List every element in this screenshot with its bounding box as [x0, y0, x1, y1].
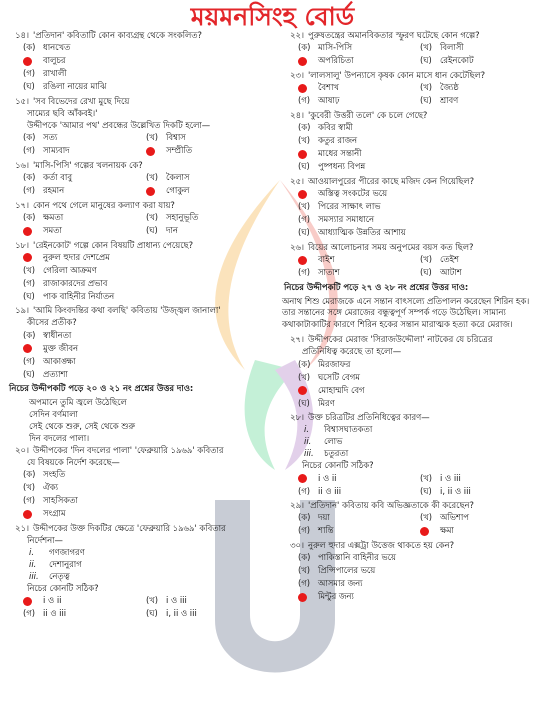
- option-a: বাইশ: [298, 254, 420, 267]
- question-25: ২৫। আওয়ালপুরের পীরের কাছে মজিদ কেন গিয়েছিল? অস্তিত্ব সংকটের ভয়ে (খ) পিরের সাক্ষাৎ লাভ (গ) সমস্যার সমাধানে (ঘ) আধ্যাত্মিক উন্নতির আশায়: [278, 176, 542, 240]
- option-b: (খ) বিশ্বাস: [146, 132, 186, 143]
- question-15: ১৫। 'সব বিভেদের রেখা মুছে দিয়ে সাম্যের ছবি আঁকবই।' উদ্দীপকে 'আমার পথ' প্রবন্ধের উল্লেখিত দিকটি হলো— (ক) সত্য (খ) বিশ্বাস (গ) সাম্যবাদ সম্প্রীতি: [3, 96, 269, 158]
- option-b: (খ) সহানুভূতি: [146, 212, 199, 223]
- answer-mark-icon: [298, 57, 307, 66]
- answer-mark-icon: [298, 84, 307, 93]
- question-16: ১৬। 'মাসি-পিসি' গল্পের খলনায়ক কে? (ক) কর্তা বাবু (খ) কৈলাস (গ) রহমান গোকুল: [3, 160, 269, 198]
- right-column: [278, 30, 542, 606]
- option-b: (খ) বিলাসী: [420, 42, 464, 53]
- option-c: (গ) ii ও iii: [23, 608, 67, 619]
- option-a: (ক) মিরজাফর: [298, 358, 351, 369]
- option-a: (ক) মাসি-পিসি: [298, 42, 353, 53]
- option-b: (খ) কৈলাস: [146, 172, 190, 183]
- option-a: (ক) পাকিস্তানি বাহিনীর ভয়ে: [298, 552, 396, 563]
- option-d: (ঘ) আধ্যাত্মিক উন্নতির আশায়: [298, 227, 406, 238]
- question-28: ২৮। উক্ত চরিত্রটির প্রতিনিধিত্বের কারণ— i. বিশ্বাসঘাতকতা ii. লোভ iii. চতুরতা নিচের কোনটি সঠিক? i ও ii (খ) i ও iii (গ) ii ও iii (ঘ) i, ii ও iii: [278, 412, 542, 498]
- statement-i: i. গণজাগরণ: [29, 546, 85, 557]
- answer-mark-icon: [23, 227, 32, 236]
- option-b: (খ) i ও iii: [420, 472, 461, 483]
- answer-mark-icon: [298, 150, 307, 159]
- option-c: (গ) সাতাশ: [298, 267, 340, 278]
- answer-mark-icon: [298, 256, 307, 265]
- option-b: (খ) ঐক্য: [23, 482, 59, 493]
- answer-mark-icon: [23, 510, 32, 519]
- option-d: (ঘ) আটাশ: [420, 267, 462, 278]
- question-24: ২৪। 'কুবেরী উত্তরী তলে' কে চলে গেছে? (ক) কবির স্বামী (খ) কতুর রাজন মাধের সন্তানী (ঘ) পুষ্পধন্য বিপন্ন: [278, 110, 542, 174]
- option-a: বৈশাখ: [298, 82, 420, 95]
- question-14: [3, 30, 269, 94]
- option-a: (ক) কর্তা বাবু: [23, 172, 72, 183]
- option-d: (ঘ) মিরণ: [298, 397, 335, 408]
- answer-mark-icon: [298, 593, 307, 602]
- option-d: মিন্টুর জন্য: [298, 591, 542, 604]
- option-d: সম্প্রীতি: [146, 145, 269, 158]
- option-d: (ঘ) পুষ্পধন্য বিপন্ন: [298, 161, 366, 172]
- option-c: (গ) ii ও iii: [298, 485, 342, 496]
- statement-i: i. বিশ্বাসঘাতকতা: [304, 424, 373, 435]
- option-d: (ঘ) পাক বাহিনীর নির্যাতন: [23, 290, 115, 301]
- question-text: উদ্দীপকে 'আমার পথ' প্রবন্ধের উল্লেখিত দিকটি হলো—: [27, 119, 211, 130]
- question-29: ২৯। 'প্রতিদান' কবিতায় কবি অভিজ্ঞতাকে কী করেছেন? (ক) দয়া (খ) অভিশাপ (গ) শান্তি ক্ষমা: [278, 500, 542, 538]
- option-d: (ঘ) রঙিলা নায়ের মাঝি: [23, 81, 107, 92]
- option-b: (খ) প্রিন্সিপালের ভয়ে: [298, 565, 376, 576]
- stimulus-20-21: নিচের উদ্দীপকটি পড়ে ২০ ও ২১ নং প্রশ্নের উত্তর দাও: অপমানে তুমি জ্বলে উঠেছিলে সেদিন বর্ণমালা সেই থেকে শুরু, সেই থেকে শুরু দিন বদলের পালা।: [9, 383, 194, 443]
- option-d: (ঘ) i, ii ও iii: [420, 485, 471, 496]
- option-a: (ক) কবির স্বামী: [298, 122, 353, 133]
- option-c: (গ) সাম্যবাদ: [23, 145, 70, 156]
- question-17: ১৭। কোন পথে গেলে মানুষের কল্যাণ করা যায়? (ক) ক্ষমতা (খ) সহানুভূতি সমতা (ঘ) দান: [3, 200, 269, 238]
- option-b: (খ) কতুর রাজন: [298, 135, 357, 146]
- option-c: (গ) রাজাকারদের প্রভাব: [23, 277, 108, 288]
- answer-mark-icon: [23, 344, 32, 353]
- option-b: (খ) অভিশাপ: [420, 512, 469, 523]
- question-26: ২৬। বিয়ের আলোচনার সময় অনুপমের বয়স কত ছিল? বাইশ (খ) তেইশ (গ) সাতাশ (ঘ) আটাশ: [278, 242, 542, 280]
- option-c: (গ) আষাঢ়: [298, 95, 340, 106]
- option-c: (গ) শান্তি: [298, 525, 334, 536]
- answer-mark-icon: [298, 190, 307, 199]
- option-c: (গ) সাহসিকতা: [23, 495, 78, 506]
- option-a: (ক) দয়া: [298, 512, 330, 523]
- option-a: (ক) সংহতি: [23, 469, 66, 480]
- option-c: (গ) আকাঙ্ক্ষা: [23, 355, 76, 366]
- option-d: (ঘ) প্রত্যাশা: [23, 368, 68, 379]
- stimulus-27-28: নিচের উদ্দীপকটি পড়ে ২৭ ও ২৮ নং প্রশ্নের উত্তর দাও: অনাথ শিশু মেরাজকে এনে সন্তান বাৎসল্যে প্রতিপালন করেছেন শিরিন হক। তার সন্তানের সঙ্গে মেরাজের বন্ধুত্বপূর্ণ সম্পর্ক গড়ে উঠেছিল। সামান্য কথাকাটাকাটির কারণে শিরিন হকের সন্তান মারাত্মক হত্যা করে মেরাজ।: [282, 281, 530, 330]
- option-d: (ঘ) i, ii ও iii: [146, 608, 197, 619]
- option-c: (গ) আসমার জন্য: [298, 578, 363, 589]
- option-c: (গ) রহমান: [23, 185, 65, 196]
- question-30: ৩০। নুরুল হুদার এক্সট্রা উত্তেজ থাকতে হয় কেন? (ক) পাকিস্তানি বাহিনীর ভয়ে (খ) প্রিন্সিপালের ভয়ে (গ) আসমার জন্য মিন্টুর জন্য: [278, 540, 542, 604]
- option-a: অস্তিত্ব সংকটের ভয়ে: [298, 188, 542, 201]
- statement-iii: iii. নেতৃত্ব: [29, 570, 70, 581]
- answer-mark-icon: [23, 597, 32, 606]
- option-b: (খ) জ্যৈষ্ঠ: [420, 82, 459, 93]
- answer-mark-icon: [146, 187, 155, 196]
- option-c: সমতা: [23, 225, 146, 238]
- option-a: (ক) ধানখেত: [23, 42, 71, 53]
- question-text: সাম্যের ছবি আঁকবই।': [27, 107, 98, 118]
- option-d: সংগ্রাম: [23, 508, 269, 521]
- statement-ii: ii. দেশানুরাগ: [29, 558, 82, 569]
- left-column: [3, 30, 269, 623]
- answer-mark-icon: [298, 474, 307, 483]
- question-22: ২২। পুরুষতন্ত্রের অমানবিকতার স্ফুরণ ঘটেছে কোন গল্পে? (ক) মাসি-পিসি (খ) বিলাসী অপরিচিতা (ঘ) রেইনকোট: [278, 30, 542, 68]
- question-20: ২০। উদ্দীপকের 'দিন বদলের পালা' 'ফেব্রুয়ারি ১৯৬৯' কবিতার যে বিষয়কে নির্দেশ করেছে— (ক) সংহতি (খ) ঐক্য (গ) সাহসিকতা সংগ্রাম: [3, 445, 269, 521]
- question-23: ২৩। 'লালসালু' উপন্যাসে কৃষক কোন মাসে ধান কেটেছিল? বৈশাখ (খ) জ্যৈষ্ঠ (গ) আষাঢ় (ঘ) শ্রাবণ: [278, 70, 542, 108]
- option-d: (ঘ) রেইনকোট: [420, 55, 474, 66]
- question-text: 'প্রতিদান' কবিতাটি কোন কাব্যগ্রন্থ থেকে সংকলিত?: [33, 30, 202, 40]
- question-number: ১৪।: [15, 30, 29, 40]
- answer-mark-icon: [23, 253, 32, 262]
- option-c: (গ) রাখালী: [23, 68, 67, 79]
- option-a: (ক) সত্য: [23, 132, 58, 143]
- option-b: (খ) গেরিলা আক্রমণ: [23, 264, 97, 275]
- option-d: গোকুল: [146, 185, 269, 198]
- answer-mark-icon: [146, 147, 155, 156]
- option-a: (ক) স্বাধীনতা: [23, 329, 72, 340]
- option-b: মুক্ত জীবন: [23, 342, 269, 355]
- option-c: (গ) সমস্যার সমাধানে: [298, 214, 374, 225]
- option-d: ক্ষমা: [420, 525, 542, 538]
- question-18: ১৮। 'রেইনকোট' গল্পে কোন বিষয়টি প্রাধান্য পেয়েছে? নুরুল হুদার দেশপ্রেম (খ) গেরিলা আক্রমণ (গ) রাজাকারদের প্রভাব (ঘ) পাক বাহিনীর নির্যাতন: [3, 240, 269, 304]
- answer-mark-icon: [23, 57, 32, 66]
- option-b: (খ) ঘসেটি বেগম: [298, 371, 360, 382]
- answer-mark-icon: [420, 527, 429, 536]
- option-c: মাধের সন্তানী: [298, 148, 542, 161]
- option-c: অপরিচিতা: [298, 55, 420, 68]
- option-a: i ও ii: [23, 595, 146, 608]
- option-a: i ও ii: [298, 472, 420, 485]
- option-a: নুরুল হুদার দেশপ্রেম: [23, 251, 269, 264]
- option-b: (খ) i ও iii: [146, 595, 187, 606]
- option-a: (ক) ক্ষমতা: [23, 212, 64, 223]
- option-b: (খ) তেইশ: [420, 254, 459, 265]
- option-b: (খ) পিরের সাক্ষাৎ লাভ: [298, 201, 381, 212]
- option-d: (ঘ) শ্রাবণ: [420, 95, 459, 106]
- board-title: ময়মনসিংহ বোর্ড: [190, 2, 355, 31]
- question-21: ২১। উদ্দীপকের উক্ত দিকটির ক্ষেত্রে 'ফেব্রুয়ারি ১৯৬৯' কবিতার নির্দেশনা— i. গণজাগরণ ii. দেশানুরাগ iii. নেতৃত্ব নিচের কোনটি সঠিক? i ও ii (খ) i ও iii (গ) ii ও iii (ঘ) i, ii ও iii: [3, 523, 269, 621]
- option-d: (ঘ) দান: [146, 225, 178, 236]
- statement-ii: ii. লোভ: [304, 436, 343, 447]
- statement-iii: iii. চতুরতা: [304, 448, 349, 459]
- option-c: মোহাম্মদি বেগ: [298, 384, 542, 397]
- option-b: বালুচর: [23, 55, 269, 68]
- answer-mark-icon: [298, 386, 307, 395]
- question-19: ১৯। 'আমি কিংবদন্তির কথা বলছি' কবিতায় 'উজ্জ্বল জানালা' কীসের প্রতীক? (ক) স্বাধীনতা মুক্ত জীবন (গ) আকাঙ্ক্ষা (ঘ) প্রত্যাশা: [3, 305, 269, 381]
- question-27: ২৭। উদ্দীপকের মেরাজ 'সিরাজউদ্দৌলা' নাটকের যে চরিত্রের প্রতিনিধিত্ব করেছে তা হলো— (ক) মিরজাফর (খ) ঘসেটি বেগম মোহাম্মদি বেগ (ঘ) মিরণ: [278, 334, 542, 410]
